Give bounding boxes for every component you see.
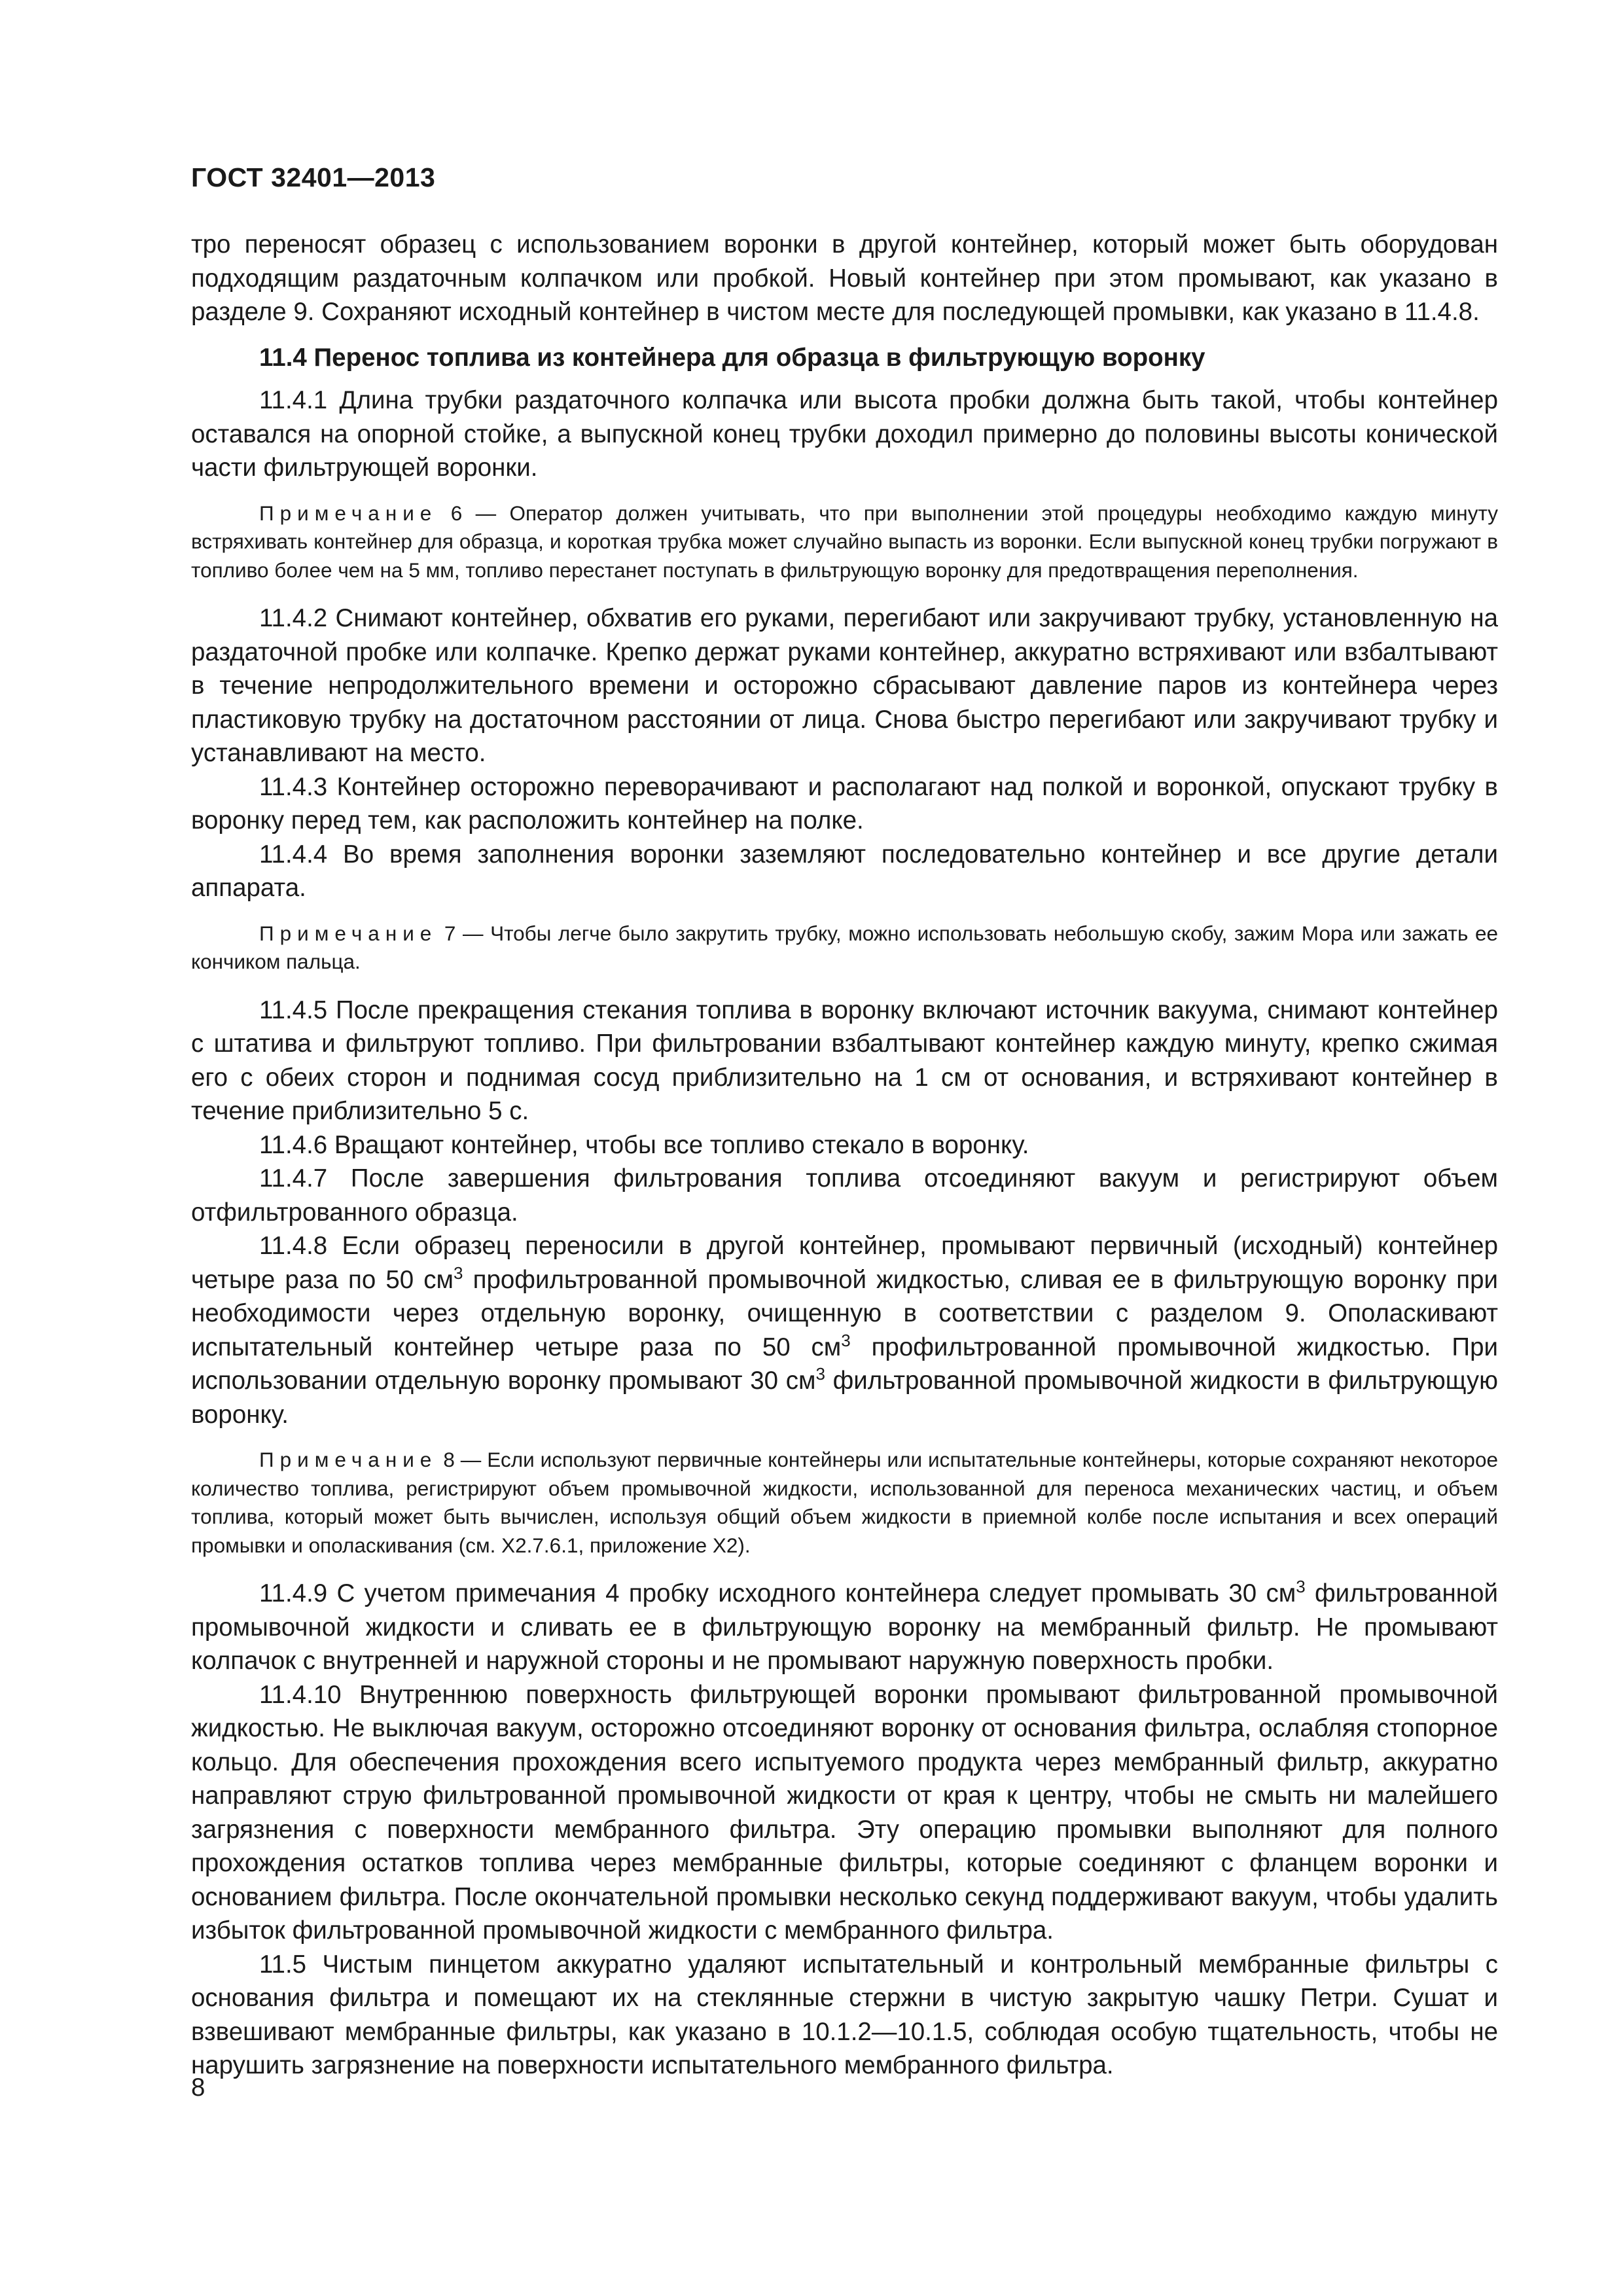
text-run: профильтрованной промывочной жидкостью, сливая ее в фильтрующую воронку при необходимости через отдельную воронку, очищенную в соответствии с разделом 9. Ополаскивают испытательный контейнер четыре раза по 50 см <box>191 1265 1498 1361</box>
note-8 <box>191 1446 1498 1560</box>
superscript: 3 <box>815 1364 825 1384</box>
paragraph-continuation: тро переносят образец с использованием воронки в другой контейнер, который может быть оборудован подходящим раздаточным колпачком или пробкой. Новый контейнер при этом промывают, как указано в разделе 9. Сохраняют исходный контейнер в чистом месте для последующей промывки, как указано в 11.4.8. <box>191 230 1498 326</box>
text-run: 11.4.9 С учетом примечания 4 пробку исходного контейнера следует промывать 30 см <box>259 1579 1296 1607</box>
superscript: 3 <box>1296 1577 1306 1596</box>
note-7 <box>191 920 1498 977</box>
paragraph-11-4-7: 11.4.7 После завершения фильтрования топлива отсоединяют вакуум и регистрируют объем отфильтрованного образца. <box>191 1164 1498 1227</box>
paragraph-11-4-2: 11.4.2 Снимают контейнер, обхватив его руками, перегибают или закручивают трубку, установленную на раздаточной пробке или колпачке. Крепко держат руками контейнер, аккуратно встряхивают или взбалтывают в течение непродолжительного времени и осторожно сбрасывают давление паров из контейнера через пластиковую трубку на достаточном расстоянии от лица. Снова быстро перегибают или закручивают трубку и устанавливают на место. <box>191 604 1498 767</box>
paragraph-11-4-9 <box>191 1577 1498 1678</box>
page-number: 8 <box>191 2073 205 2102</box>
paragraph-11-4-6: 11.4.6 Вращают контейнер, чтобы все топливо стекало в воронку. <box>259 1130 1029 1159</box>
text-run: профильтрованной промывочной жидкостью. При использовании отдельную воронку промывают 30 см <box>191 1333 1498 1395</box>
superscript: 3 <box>841 1330 851 1350</box>
paragraph-11-4-10: 11.4.10 Внутреннюю поверхность фильтрующей воронки промывают фильтрованной промывочной жидкостью. Не выключая вакуум, осторожно отсоединяют воронку от основания фильтра, ослабляя стопорное кольцо. Для обеспечения прохождения всего испытуемого продукта через мембранный фильтр, аккуратно направляют струю фильтрованной промывочной жидкости от края к центру, чтобы не смыть ни малейшего загрязнения с поверхности мембранного фильтра. Эту операцию промывки выполняют для полного прохождения остатков топлива через мембранные фильтры, которые соединяют с фланцем воронки и основанием фильтра. После окончательной промывки несколько секунд поддерживают вакуум, чтобы удалить избыток фильтрованной промывочной жидкости с мембранного фильтра. <box>191 1680 1498 1945</box>
paragraph-11-4-4: 11.4.4 Во время заполнения воронки заземляют последовательно контейнер и все другие детали аппарата. <box>191 840 1498 902</box>
paragraph-11-4-1: 11.4.1 Длина трубки раздаточного колпачка или высота пробки должна быть такой, чтобы контейнер оставался на опорной стойке, а выпускной конец трубки доходил примерно до половины высоты конической части фильтрующей воронки. <box>191 386 1498 482</box>
note-label: Примечание <box>259 1448 438 1471</box>
paragraph-11-4-3: 11.4.3 Контейнер осторожно переворачивают и располагают над полкой и воронкой, опускают трубку в воронку перед тем, как расположить контейнер на полке. <box>191 772 1498 834</box>
paragraph-11-4-8 <box>191 1229 1498 1431</box>
text-run: фильтрованной промывочной жидкости в фильтрующую воронку. <box>191 1367 1498 1429</box>
paragraph-11-5: 11.5 Чистым пинцетом аккуратно удаляют испытательный и контрольный мембранные фильтры с основания фильтра и помещают их на стеклянные стержни в чистую закрытую чашку Петри. Сушат и взвешивают мембранные фильтры, как указано в 10.1.2—10.1.5, соблюдая особую тщательность, чтобы не нарушить загрязнение на поверхности испытательного мембранного фильтра. <box>191 1950 1498 2079</box>
superscript: 3 <box>454 1263 463 1283</box>
document-header: ГОСТ 32401—2013 <box>191 162 436 192</box>
section-heading-11-4: 11.4 Перенос топлива из контейнера для образца в фильтрующую воронку <box>259 343 1205 372</box>
text-run: 11.4.8 Если образец переносили в другой контейнер, промывают первичный (исходный) контейнер четыре раза по 50 см <box>191 1232 1498 1294</box>
note-text: 7 — Чтобы легче было закрутить трубку, можно использовать небольшую скобу, зажим Мора или зажать ее кончиком пальца. <box>191 921 1498 973</box>
note-label: Примечание <box>259 921 438 945</box>
note-6 <box>191 499 1498 585</box>
note-text: 8 — Если используют первичные контейнеры или испытательные контейнеры, которые сохраняют некоторое количество топлива, регистрируют объем промывочной жидкости, использованной для переноса механических частиц, и объем топлива, который может быть вычислен, используя общий объем жидкости в приемной колбе после испытания и всех операций промывки и ополаскивания (см. Х2.7.6.1, приложение Х2). <box>191 1448 1498 1557</box>
text-run: фильтрованной промывочной жидкости и сливать ее в фильтрующую воронку на мембранный фильтр. Не промывают колпачок с внутренней и наружной стороны и не промывают наружную поверхность пробки. <box>191 1579 1498 1675</box>
note-label: Примечание <box>259 501 438 525</box>
paragraph-11-4-5: 11.4.5 После прекращения стекания топлива в воронку включают источник вакуума, снимают контейнер с штатива и фильтруют топливо. При фильтровании взбалтывают контейнер каждую минуту, крепко сжимая его с обеих сторон и поднимая сосуд приблизительно на 1 см от основания, и встряхивают контейнер в течение приблизительно 5 с. <box>191 996 1498 1125</box>
note-text: 6 — Оператор должен учитывать, что при выполнении этой процедуры необходимо каждую минуту встряхивать контейнер для образца, и короткая трубка может случайно выпасть из воронки. Если выпускной конец трубки погружают в топливо более чем на 5 мм, топливо перестанет поступать в фильтрующую воронку для предотвращения переполнения. <box>191 501 1498 582</box>
document-body <box>191 228 1498 2083</box>
